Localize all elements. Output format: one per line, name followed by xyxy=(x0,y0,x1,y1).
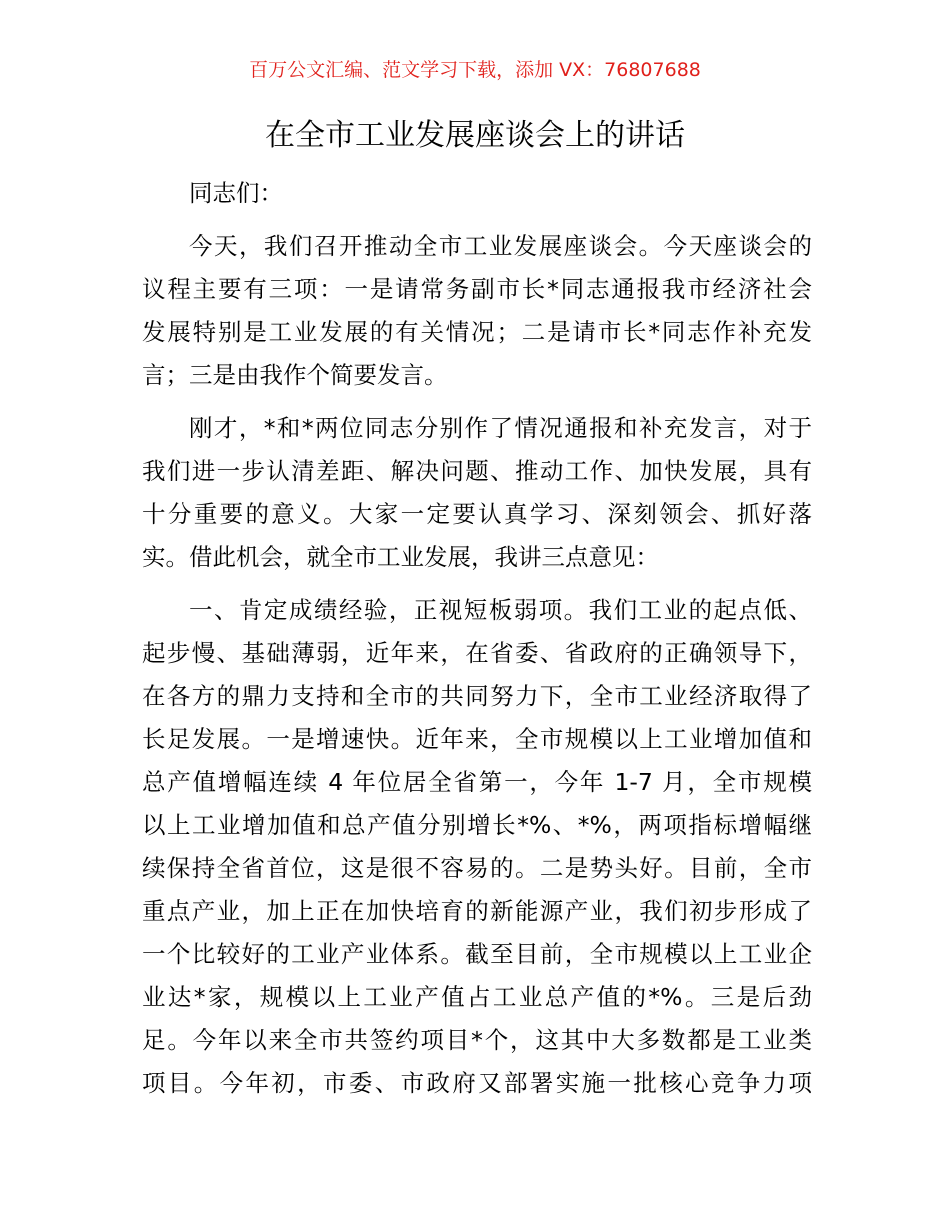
text-line: 十分重要的意义。大家一定要认真学习、深刻领会、抓好落 xyxy=(142,500,812,528)
paragraph xyxy=(142,407,812,579)
text-line: 起步慢、基础薄弱，近年来，在省委、省政府的正确领导下， xyxy=(142,639,812,667)
text-line: 在各方的鼎力支持和全市的共同努力下，全市工业经济取得了 xyxy=(142,682,812,710)
text-line: 刚才，*和*两位同志分别作了情况通报和补充发言，对于 xyxy=(189,414,812,442)
document-title: 在全市工业发展座谈会上的讲话 xyxy=(265,118,685,153)
text-line: 业达*家，规模以上工业产值占工业总产值的*%。三是后劲 xyxy=(142,983,812,1011)
text-line: 发展特别是工业发展的有关情况；二是请市长*同志作补充发 xyxy=(142,318,812,346)
text-line: 一、肯定成绩经验，正视短板弱项。我们工业的起点低、 xyxy=(189,596,812,624)
text-line: 以上工业增加值和总产值分别增长*%、*%，两项指标增幅继 xyxy=(142,811,812,839)
text-line: 今天，我们召开推动全市工业发展座谈会。今天座谈会的 xyxy=(189,232,812,260)
salutation: 同志们： xyxy=(189,179,283,207)
header-banner: 百万公文汇编、范文学习下载，添加 VX：76807688 xyxy=(249,59,701,81)
text-line: 长足发展。一是增速快。近年来，全市规模以上工业增加值和 xyxy=(142,725,812,753)
document-body xyxy=(142,172,812,1105)
text-line: 重点产业，加上正在加快培育的新能源产业，我们初步形成了 xyxy=(142,897,812,925)
text-line: 实。借此机会，就全市工业发展，我讲三点意见： xyxy=(142,543,659,571)
text-line: 续保持全省首位，这是很不容易的。二是势头好。目前，全市 xyxy=(142,854,812,882)
paragraph xyxy=(142,589,812,1105)
text-line: 议程主要有三项：一是请常务副市长*同志通报我市经济社会 xyxy=(142,275,812,303)
text-line: 总产值增幅连续 4 年位居全省第一，今年 1-7 月，全市规模 xyxy=(142,768,812,796)
text-line: 一个比较好的工业产业体系。截至目前，全市规模以上工业企 xyxy=(142,940,812,968)
text-line: 我们进一步认清差距、解决问题、推动工作、加快发展，具有 xyxy=(142,457,812,485)
text-line: 足。今年以来全市共签约项目*个，这其中大多数都是工业类 xyxy=(142,1026,812,1054)
text-line: 项目。今年初，市委、市政府又部署实施一批核心竞争力项 xyxy=(142,1069,812,1097)
text-line: 言；三是由我作个简要发言。 xyxy=(142,361,448,389)
paragraph xyxy=(142,225,812,397)
